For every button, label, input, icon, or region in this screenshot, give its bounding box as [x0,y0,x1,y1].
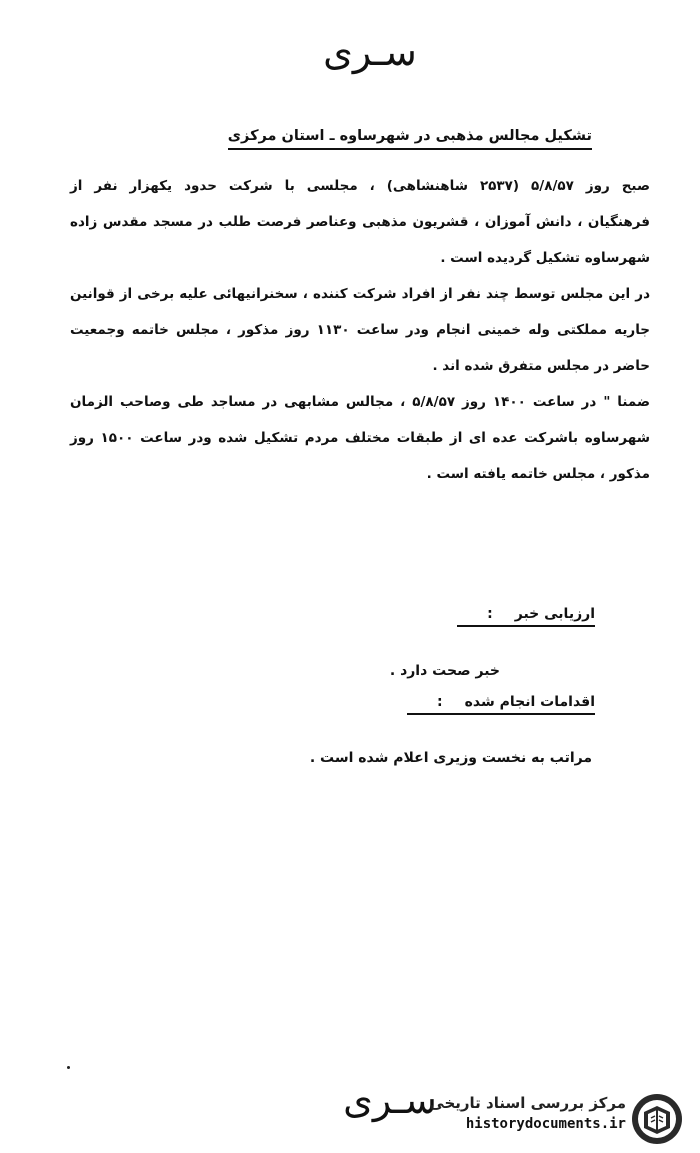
watermark-site: historydocuments.ir [465,1116,626,1132]
assessment-label: ارزیابی خبر [514,606,595,622]
body-line-6: حاضر در مجلس متفرق شده اند . [432,358,650,374]
actions-heading [407,694,595,715]
body-line-3: شهرساوه تشکیل گردیده است . [440,250,650,266]
body-line-1: صبح روز ۵/۸/۵۷ (۲۵۳۷ شاهنشاهی) ، مجلسی با شرکت حدود یکهزار نفر از [70,178,650,194]
assessment-heading [457,606,595,627]
classification-stamp-top: سـری [323,30,417,74]
classification-stamp-bottom: سـری [343,1078,437,1122]
document-title: تشکیل مجالس مذهبی در شهرساوه ـ استان مرکزی [228,128,592,150]
watermark-org-name: مرکز بررسی اسناد تاریخی [429,1094,626,1112]
body-line-8: شهرساوه باشرکت عده ای از طبقات مختلف مردم تشکیل شده ودر ساعت ۱۵۰۰ روز [70,430,650,446]
actions-value: مراتب به نخست وزیری اعلام شده است . [309,750,592,766]
body-line-2: فرهنگیان ، دانش آموزان ، قشریون مذهبی وعناصر فرصت طلب در مسجد مقدس زاده [70,214,650,230]
body-line-7: ضمنا " در ساعت ۱۴۰۰ روز ۵/۸/۵۷ ، مجالس مشابهی در مساجد طی وصاحب الزمان [70,394,650,410]
assessment-value: خبر صحت دارد . [389,663,500,679]
actions-colon: : [437,694,443,710]
watermark-text [429,1094,626,1132]
body-line-4: در این مجلس توسط چند نفر از افراد شرکت کننده ، سخنرانیهائی علیه برخی از قوانین [70,286,650,302]
body-line-9: مذکور ، مجلس خاتمه یافته است . [426,466,650,482]
assessment-colon: : [487,606,493,622]
archive-watermark [418,1090,688,1148]
stray-mark [67,1066,70,1069]
body-line-5: جاریه مملکتی وله خمینی انجام ودر ساعت ۱۱۳۰ روز مذکور ، مجلس خاتمه وجمعیت [70,322,650,338]
book-emblem-icon [630,1092,684,1146]
actions-label: اقدامات انجام شده [464,694,595,710]
